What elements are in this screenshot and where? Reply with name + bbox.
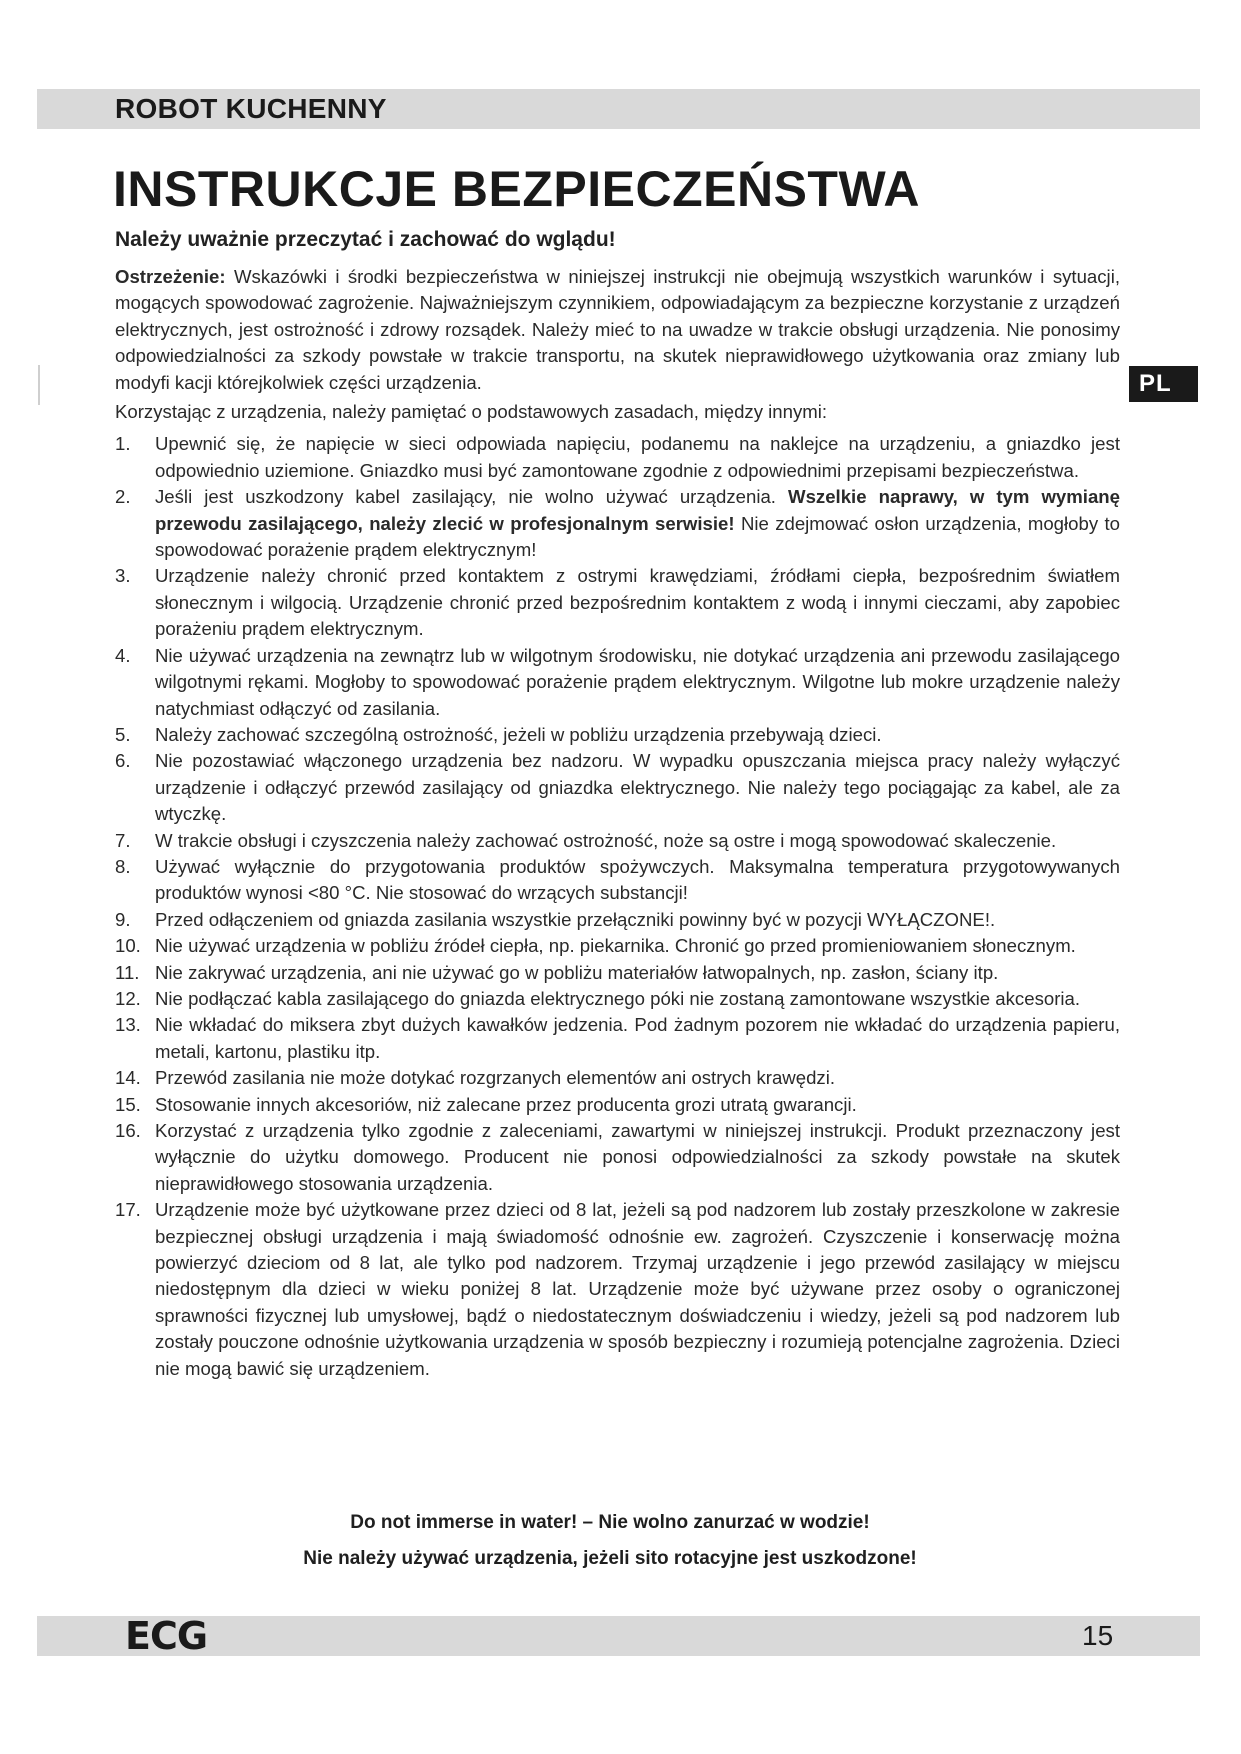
list-item: [115, 1118, 1120, 1197]
list-item-number: 5.: [115, 723, 131, 745]
list-item-text: Nie pozostawiać włączonego urządzenia bez nadzoru. W wypadku opuszczania miejsca pracy należy wyłączyć urządzenie i odłączyć przewód zasilający od gniazdka elektrycznego. Nie należy tego pociągając za kabel, ale za wtyczkę.: [155, 750, 1120, 825]
footer-band: [37, 1616, 1200, 1656]
list-item-number: 16.: [115, 1120, 141, 1141]
list-item: [115, 1092, 1120, 1118]
list-item-bold-text: Wszelkie naprawy, w tym wymianę przewodu zasilającego, należy zlecić w profesjonalnym serwisie!: [155, 486, 1120, 534]
list-item-text: Urządzenie może być użytkowane przez dzieci od 8 lat, jeżeli są pod nadzorem lub zostały przeszkolone w zakresie bezpiecznej obsługi urządzenia i mają świadomość odnośnie ew. zagrożeń. Czyszczenie i konserwację można powierzyć dzieciom od 8 lat, ale tylko pod nadzorem. Trzymaj urządzenie i jego przewód zasilający w miejscu niedostępnym dla dzieci w wieku poniżej 8 lat. Urządzenie może być używane przez osoby o ograniczonej sprawności fizycznej lub umysłowej, bądź o niedostatecznym doświadczeniu i wiedzy, jeżeli są pod nadzorem lub zostały pouczone odnośnie użytkowania urządzenia w sposób bezpieczny i rozumieją potencjalne zagrożenia. Dzieci nie mogą bawić się urządzeniem.: [155, 1199, 1120, 1379]
list-item-text: Korzystać z urządzenia tylko zgodnie z zaleceniami, zawartymi w niniejszej instrukcji. Produkt przeznaczony jest wyłącznie do użytku domowego. Producent nie ponosi odpowiedzialności za szkody powstałe na skutek nieprawidłowego stosowania urządzenia.: [155, 1120, 1120, 1194]
body-text: [115, 264, 1120, 1382]
list-item-number: 1.: [115, 433, 131, 455]
brand-logo: ECG: [125, 1614, 208, 1658]
list-item: [115, 1065, 1120, 1091]
list-item-text: Nie wkładać do miksera zbyt dużych kawałków jedzenia. Pod żadnym pozorem nie wkładać do urządzenia papieru, metali, kartonu, plastiku itp.: [155, 1014, 1120, 1062]
list-item-number: 12.: [115, 987, 141, 1009]
language-badge: PL: [1129, 366, 1198, 402]
list-item-text: W trakcie obsługi i czyszczenia należy zachować ostrożność, noże są ostre i mogą spowodować skaleczenie.: [155, 829, 1057, 851]
list-item-number: 11.: [115, 961, 140, 983]
margin-mark: [38, 365, 40, 405]
list-item-text: Nie używać urządzenia w pobliżu źródeł ciepła, np. piekarnika. Chronić go przed promieniowaniem słonecznym.: [155, 935, 1076, 957]
footnotes: [115, 1505, 1105, 1577]
list-item: [115, 431, 1120, 484]
list-item-text: Nie podłączać kabla zasilającego do gniazda elektrycznego póki nie zostaną zamontowane wszystkie akcesoria.: [155, 987, 1081, 1009]
lead-text: Korzystając z urządzenia, należy pamiętać o podstawowych zasadach, między innymi:: [115, 401, 828, 423]
list-item-text: Urządzenie należy chronić przed kontaktem z ostrymi krawędziami, źródłami ciepła, bezpośrednim światłem słonecznym i wilgocią. Urządzenie chronić przed bezpośrednim kontaktem z wodą i innymi cieczami, aby zapobiec porażeniu prądem elektrycznym.: [155, 565, 1120, 640]
warning-text: Wskazówki i środki bezpieczeństwa w niniejszej instrukcji nie obejmują wszystkich warunków i sytuacji, mogących spowodować zagrożenie. Najważniejszym czynnikiem, odpowiadającym za bezpieczne korzystanie z urządzeń elektrycznych, jest ostrożność i zdrowy rozsądek. Należy mieć to na uwadze w trakcie obsługi urządzenia. Nie ponosimy odpowiedzialności za szkody powstałe w trakcie transportu, na skutek nieprawidłowego użytkowania oraz zmiany lub modyfi kacji którejkolwiek części urządzenia.: [115, 266, 1120, 393]
list-item: [115, 484, 1120, 563]
list-item: [115, 907, 1120, 933]
list-item-number: 2.: [115, 486, 131, 508]
list-item-number: 10.: [115, 935, 141, 957]
list-item-text-after: Nie zdejmować osłon urządzenia, mogłoby to spowodować porażenie prądem elektrycznym!: [155, 512, 1120, 561]
list-item-number: 8.: [115, 855, 131, 877]
page-title: INSTRUKCJE BEZPIECZEŃSTWA: [113, 161, 921, 217]
warning-label: Ostrzeżenie:: [115, 266, 226, 287]
list-item-number: 9.: [115, 908, 131, 930]
list-item-text: Przewód zasilania nie może dotykać rozgrzanych elementów ani ostrych krawędzi.: [155, 1067, 836, 1089]
list-item-text: Przed odłączeniem od gniazda zasilania wszystkie przełączniki powinny być w pozycji WYŁĄCZONE!.: [155, 908, 996, 930]
list-item: [115, 960, 1120, 986]
page-number: 15: [1082, 1620, 1114, 1651]
list-item-number: 17.: [115, 1199, 141, 1221]
list-item: [115, 1012, 1120, 1065]
list-item: [115, 1197, 1120, 1382]
footnote-sieve-warning: Nie należy używać urządzenia, jeżeli sito rotacyjne jest uszkodzone!: [303, 1548, 917, 1569]
list-item-number: 4.: [115, 644, 131, 666]
list-item-text: Upewnić się, że napięcie w sieci odpowiada napięciu, podanemu na naklejce na urządzeniu, a gniazdko jest odpowiednio uziemione. Gniazdko musi być zamontowane zgodnie z odpowiednimi przepisami bezpieczeństwa.: [155, 433, 1120, 481]
subtitle: Należy uważnie przeczytać i zachować do wglądu!: [115, 228, 616, 251]
list-item: [115, 748, 1120, 827]
list-item-number: 3.: [115, 565, 131, 587]
list-item: [115, 563, 1120, 642]
list-item: [115, 986, 1120, 1012]
list-item-text: Stosowanie innych akcesoriów, niż zalecane przez producenta grozi utratą gwarancji.: [155, 1093, 857, 1115]
warning-paragraph: [115, 264, 1120, 396]
list-item: [115, 722, 1120, 748]
list-item-text: Używać wyłącznie do przygotowania produktów spożywczych. Maksymalna temperatura przygotowywanych produktów wynosi <80 °C. Nie stosować do wrzących substancji!: [155, 855, 1120, 904]
list-item-number: 15.: [115, 1093, 141, 1115]
list-item-number: 6.: [115, 750, 131, 772]
list-item-text: Należy zachować szczególną ostrożność, jeżeli w pobliżu urządzenia przebywają dzieci.: [155, 723, 882, 745]
list-item-text: Nie zakrywać urządzenia, ani nie używać go w pobliżu materiałów łatwopalnych, np. zasłon, ściany itp.: [155, 961, 999, 983]
list-item-text: Nie używać urządzenia na zewnątrz lub w wilgotnym środowisku, nie dotykać urządzenia ani przewodu zasilającego wilgotnymi rękami. Mogłoby to spowodować porażenie prądem elektrycznym. Wilgotne lub mokre urządzenie należy natychmiast odłączyć od zasilania.: [155, 644, 1120, 719]
list-item: [115, 933, 1120, 959]
list-item-number: 14.: [115, 1067, 141, 1089]
list-item: [115, 854, 1120, 907]
list-item-number: 13.: [115, 1014, 141, 1036]
list-item: [115, 643, 1120, 722]
list-item-text: Jeśli jest uszkodzony kabel zasilający, nie wolno używać urządzenia.: [155, 486, 789, 508]
list-item: [115, 828, 1120, 854]
header-title: ROBOT KUCHENNY: [115, 93, 387, 124]
footnote-immerse-warning: Do not immerse in water! – Nie wolno zanurzać w wodzie!: [350, 1512, 870, 1533]
safety-list: [115, 431, 1120, 1382]
list-item-number: 7.: [115, 829, 131, 851]
